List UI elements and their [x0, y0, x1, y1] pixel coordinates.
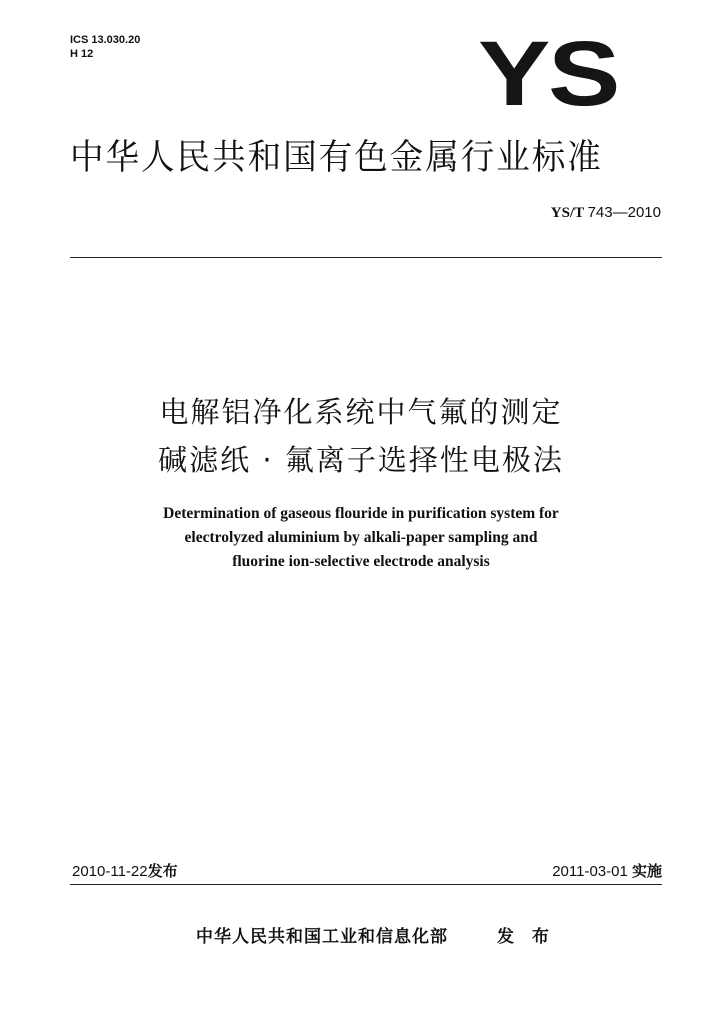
cn-title-line-2: 碱滤纸 · 氟离子选择性电极法: [158, 443, 564, 477]
standard-number: [551, 204, 661, 222]
implement-date: [552, 860, 662, 881]
en-title-line-3: fluorine ion-selective electrode analysis: [232, 553, 490, 570]
publisher-name: 中华人民共和国工业和信息化部: [196, 927, 448, 947]
classification-codes: [70, 33, 140, 61]
ys-logo: YS: [478, 23, 619, 125]
cn-title-line-1: 电解铝净化系统中气氟的测定: [159, 395, 563, 429]
implement-date-value: 2011-03-01: [552, 863, 628, 880]
ics-code: ICS 13.030.20: [70, 34, 141, 46]
header-divider: [70, 257, 662, 258]
en-title-line-2: electrolyzed aluminium by alkali-paper sampling and: [184, 529, 538, 546]
publish-label: 发 布: [497, 927, 555, 947]
standard-prefix: YS/T: [550, 205, 584, 221]
standard-category-title: 中华人民共和国有色金属行业标准: [70, 138, 603, 178]
issue-date: [72, 860, 178, 881]
standard-number-value: 743—2010: [587, 204, 661, 221]
ccs-code: H 12: [70, 48, 94, 60]
en-title-line-1: Determination of gaseous flouride in purification system for: [163, 505, 559, 522]
issue-label: 发布: [147, 862, 178, 880]
footer-divider: [70, 884, 662, 885]
implement-label: 实施: [631, 862, 662, 880]
issue-date-value: 2010-11-22: [72, 863, 148, 880]
